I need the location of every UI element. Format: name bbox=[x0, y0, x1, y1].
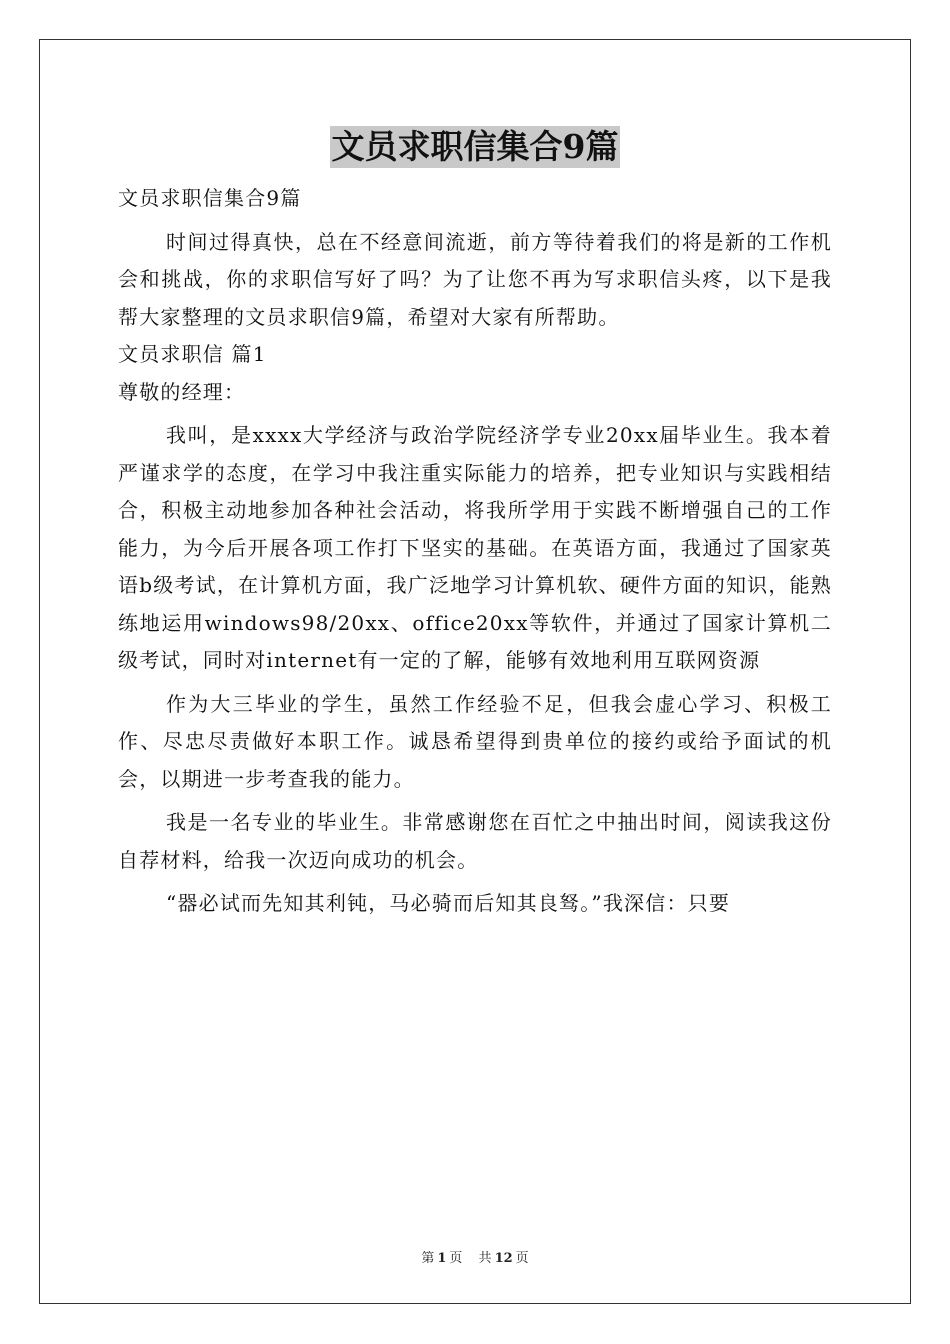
title-area bbox=[0, 126, 950, 168]
salutation: 尊敬的经理： bbox=[118, 379, 246, 404]
page-number: 1 bbox=[437, 1251, 447, 1266]
total-indicator bbox=[476, 1251, 532, 1266]
body-paragraph: 作为大三毕业的学生，虽然工作经验不足，但我会虚心学习、积极工作、尽忠尽责做好本职工作。诚恳希望得到贵单位的接约或给予面试的机会，以期进一步考查我的能力。 bbox=[118, 691, 832, 791]
quote-paragraph: “器必试而先知其利钝，马必骑而后知其良驽。”我深信：只要 bbox=[166, 891, 731, 915]
total-pages: 12 bbox=[494, 1251, 513, 1266]
section-heading: 文员求职信 篇1 bbox=[118, 342, 267, 366]
intro-paragraph: 时间过得真快，总在不经意间流逝，前方等待着我们的将是新的工作机会和挑战，你的求职信写好了吗？为了让您不再为写求职信头疼，以下是我帮大家整理的文员求职信9篇，希望对大家有所帮助。 bbox=[118, 229, 832, 329]
document-title: 文员求职信集合9篇 bbox=[331, 127, 619, 166]
page-indicator bbox=[418, 1251, 465, 1266]
total-prefix: 共 bbox=[478, 1251, 492, 1266]
body-paragraph: 我叫，是xxxx大学经济与政治学院经济学专业20xx届毕业生。我本着严谨求学的态度，在学习中我注重实际能力的培养，把专业知识与实践相结合，积极主动地参加各种社会活动，将我所学用于实践不断增强自己的工作能力，为今后开展各项工作打下坚实的基础。在英语方面，我通过了国家英语b级考试，在计算机方面，我广泛地学习计算机软、硬件方面的知识，能熟练地运用windows98/20xx、office20xx等软件，并通过了国家计算机二级考试，同时对internet有一定的了解，能够有效地利用互联网资源 bbox=[118, 423, 832, 672]
page-footer bbox=[0, 1247, 950, 1266]
subtitle-line: 文员求职信集合9篇 bbox=[118, 186, 302, 210]
page-suffix: 页 bbox=[449, 1251, 463, 1266]
page-prefix: 第 bbox=[421, 1251, 435, 1266]
document-body bbox=[118, 180, 832, 923]
body-paragraph: 我是一名专业的毕业生。非常感谢您在百忙之中抽出时间，阅读我这份自荐材料，给我一次迈向成功的机会。 bbox=[118, 810, 832, 872]
total-suffix: 页 bbox=[515, 1251, 529, 1266]
